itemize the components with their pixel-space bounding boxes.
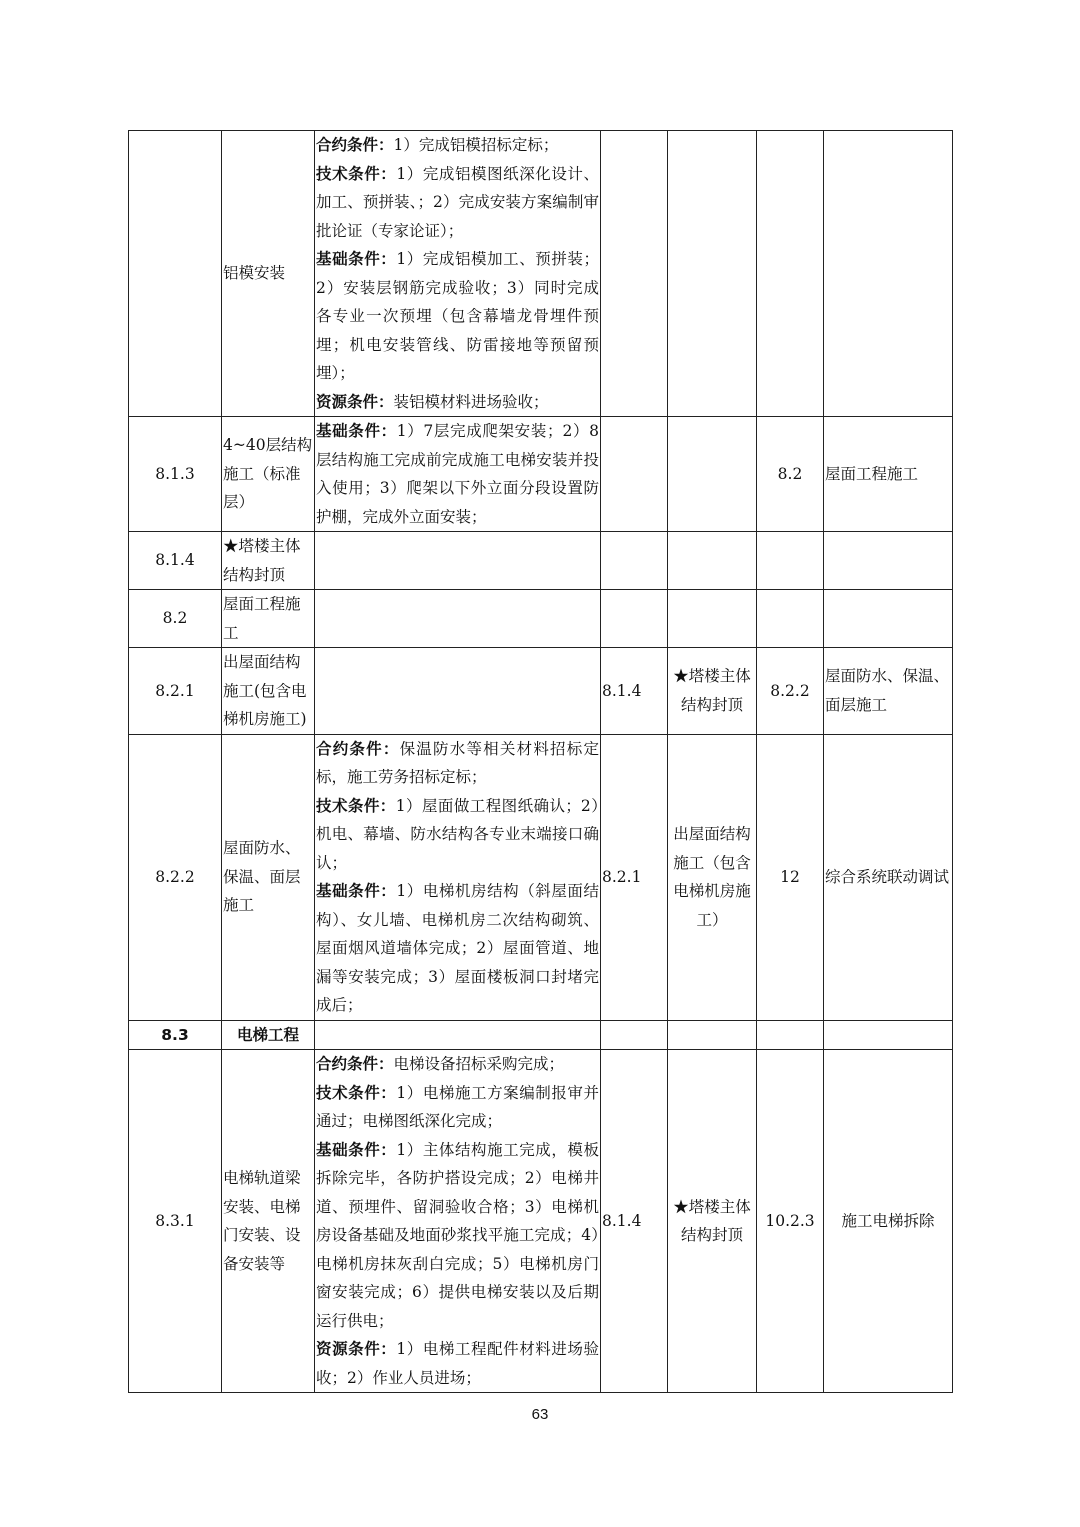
condition-line: 合约条件：1）完成铝模招标定标； bbox=[316, 136, 559, 154]
condition-line: 资源条件：装铝模材料进场验收； bbox=[316, 392, 549, 411]
item-code bbox=[129, 131, 222, 417]
successor-name: 综合系统联动调试 bbox=[824, 734, 953, 1020]
condition-line: 合约条件：保温防水等相关材料招标定标，施工劳务招标定标； bbox=[316, 739, 599, 786]
item-code: 8.1.3 bbox=[129, 417, 222, 532]
successor-code: 8.2.2 bbox=[757, 648, 824, 735]
successor-code: 10.2.3 bbox=[757, 1050, 824, 1393]
condition-line: 合约条件：电梯设备招标采购完成； bbox=[316, 1055, 565, 1073]
item-code: 8.2 bbox=[129, 590, 222, 648]
successor-name: 屋面工程施工 bbox=[824, 417, 953, 532]
schedule-table bbox=[128, 130, 953, 1393]
successor-code: 8.2 bbox=[757, 417, 824, 532]
conditions-cell bbox=[315, 734, 601, 1020]
predecessor-name: 出屋面结构施工（包含电梯机房施工） bbox=[668, 734, 757, 1020]
predecessor-code: 8.1.4 bbox=[601, 1050, 668, 1393]
item-code: 8.1.4 bbox=[129, 532, 222, 590]
successor-name: 屋面防水、保温、面层施工 bbox=[824, 648, 953, 735]
condition-line: 技术条件：1）完成铝模图纸深化设计、加工、预拼装、；2）完成安装方案编制审批论证（专家论证）； bbox=[316, 164, 599, 240]
table-row bbox=[129, 417, 953, 532]
table-row bbox=[129, 590, 953, 648]
table-row bbox=[129, 1050, 953, 1393]
section-row bbox=[129, 1020, 953, 1050]
successor-code: 12 bbox=[757, 734, 824, 1020]
condition-line: 基础条件：1）完成铝模加工、预拼装；2）安装层钢筋完成验收；3）同时完成各专业一次预埋（包含幕墙龙骨埋件预埋；机电安装管线、防雷接地等预留预埋）； bbox=[316, 250, 599, 382]
page-number: 63 bbox=[531, 1406, 549, 1423]
predecessor-name: ★塔楼主体结构封顶 bbox=[668, 1050, 757, 1393]
item-code: 8.2.2 bbox=[129, 734, 222, 1020]
successor-code bbox=[757, 131, 824, 417]
predecessor-code: 8.1.4 bbox=[601, 648, 668, 735]
section-code: 8.3 bbox=[129, 1020, 222, 1050]
item-name: 电梯轨道梁安装、电梯门安装、设备安装等 bbox=[222, 1050, 315, 1393]
item-name: 屋面工程施工 bbox=[222, 590, 315, 648]
table-row bbox=[129, 734, 953, 1020]
condition-line: 基础条件：1）电梯机房结构（斜屋面结构）、女儿墙、电梯机房二次结构砌筑、屋面烟风道墙体完成；2）屋面管道、地漏等安装完成；3）屋面楼板洞口封堵完成后； bbox=[316, 882, 599, 1014]
predecessor-code bbox=[601, 131, 668, 417]
condition-line: 基础条件：1）7层完成爬架安装；2）8层结构施工完成前完成施工电梯安装并投入使用；3）爬架以下外立面分段设置防护棚，完成外立面安装； bbox=[316, 422, 599, 526]
conditions-cell bbox=[315, 131, 601, 417]
condition-line: 基础条件：1）主体结构施工完成，模板拆除完毕，各防护搭设完成；2）电梯井道、预埋件、留洞验收合格；3）电梯机房设备基础及地面砂浆找平施工完成；4）电梯机房抹灰刮白完成；5）电梯机房门窗安装完成；6）提供电梯安装以及后期运行供电； bbox=[316, 1140, 599, 1330]
item-name: 4~40层结构施工（标准层） bbox=[222, 417, 315, 532]
item-code: 8.3.1 bbox=[129, 1050, 222, 1393]
predecessor-name bbox=[668, 417, 757, 532]
predecessor-code: 8.2.1 bbox=[601, 734, 668, 1020]
table-row bbox=[129, 532, 953, 590]
table-row bbox=[129, 131, 953, 417]
item-code: 8.2.1 bbox=[129, 648, 222, 735]
condition-line: 资源条件：1）电梯工程配件材料进场验收；2）作业人员进场； bbox=[316, 1340, 599, 1387]
section-name: 电梯工程 bbox=[222, 1020, 315, 1050]
item-name: 铝模安装 bbox=[222, 131, 315, 417]
item-name: 屋面防水、保温、面层施工 bbox=[222, 734, 315, 1020]
predecessor-code bbox=[601, 417, 668, 532]
condition-line: 技术条件：1）电梯施工方案编制报审并通过；电梯图纸深化完成； bbox=[316, 1083, 599, 1130]
condition-line: 技术条件：1）屋面做工程图纸确认；2）机电、幕墙、防水结构各专业末端接口确认； bbox=[316, 796, 599, 872]
item-name: 出屋面结构施工(包含电梯机房施工) bbox=[222, 648, 315, 735]
conditions-cell bbox=[315, 417, 601, 532]
item-name: ★塔楼主体结构封顶 bbox=[222, 532, 315, 590]
successor-name: 施工电梯拆除 bbox=[824, 1050, 953, 1393]
predecessor-name: ★塔楼主体结构封顶 bbox=[668, 648, 757, 735]
conditions-cell bbox=[315, 1050, 601, 1393]
table-row bbox=[129, 648, 953, 735]
successor-name bbox=[824, 131, 953, 417]
predecessor-name bbox=[668, 131, 757, 417]
